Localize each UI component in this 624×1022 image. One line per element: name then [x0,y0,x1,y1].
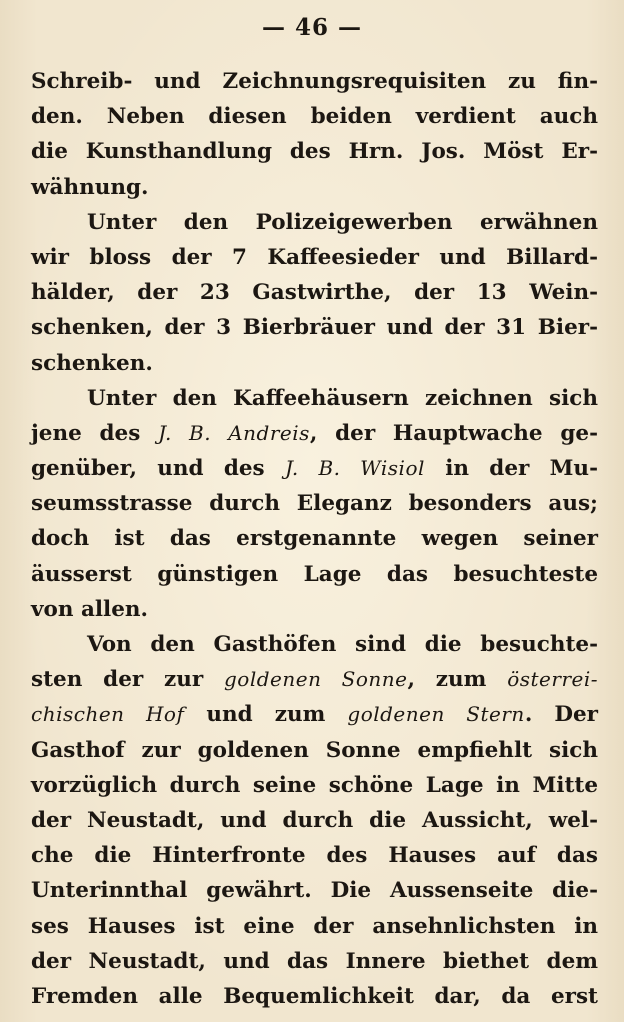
italic-name: österrei- [507,667,598,692]
text-line [31,64,598,99]
text-run: , der Hauptwache ge- [309,420,598,446]
text-line [31,134,598,169]
text-run: ses Hauses ist eine der ansehnlichsten in [31,913,598,939]
text-line [31,873,598,908]
text-line [31,205,598,240]
text-run: wir bloss der 7 Kaffeesieder und Billard- [31,244,598,270]
text-line [31,697,598,732]
text-line [31,451,598,486]
text-line [31,733,598,768]
text-run: Schreib- und Zeichnungsrequisiten zu fin- [31,69,598,94]
text-run: in der Mu- [424,456,598,482]
italic-name: goldenen Stern [347,702,525,727]
text-run: und zum [184,702,348,728]
text-run: jene des [31,420,159,446]
text-line [31,310,598,345]
text-run: die Kunsthandlung des Hrn. Jos. Möst Er- [31,139,598,165]
text-line [31,99,598,134]
text-run: Unter den Kaffeehäusern zeichnen sich [87,385,598,411]
text-line [31,768,598,803]
text-line [31,346,598,381]
text-run: . Der [524,702,598,728]
text-run: hälder, der 23 Gastwirthe, der 13 Wein- [31,280,598,306]
text-line [31,521,598,556]
text-run: Unter den Polizeigewerben erwähnen [87,209,598,235]
italic-name: goldenen Sonne [224,667,408,692]
text-run: wähnung. [31,174,149,200]
italic-name: chischen Hof [31,702,185,727]
body-text [31,64,598,1014]
text-line [31,416,598,451]
text-run: Unterinnthal gewährt. Die Aussenseite die- [31,878,598,904]
text-run: den. Neben diesen beiden verdient auch [31,104,598,130]
text-line [31,627,598,662]
text-run: genüber, und des [31,456,285,482]
page-number: — 46 — [261,14,363,41]
text-run: von allen. [31,596,149,622]
text-line [31,838,598,873]
text-run: der Neustadt, und das Innere biethet dem [31,948,598,974]
italic-name: J. B. Wisiol [284,456,425,481]
italic-name: J. B. Andreis [158,420,310,445]
text-line [31,170,598,205]
text-run: vorzüglich durch seine schöne Lage in Mitte [31,772,598,798]
text-line [31,240,598,275]
text-run: sten der zur [31,667,224,693]
text-run: , zum [407,667,508,693]
text-run: schenken, der 3 Bierbräuer und der 31 Bier- [31,315,598,341]
text-run: Von den Gasthöfen sind die besuchte- [87,632,598,657]
text-line [31,381,598,416]
text-run: äusserst günstigen Lage das besuchteste [31,561,598,587]
text-line [31,803,598,838]
text-run: schenken. [31,350,153,376]
text-run: doch ist das erstgenannte wegen seiner [31,526,598,552]
text-run: Fremden alle Bequemlichkeit dar, da erst [31,983,598,1009]
text-run: der Neustadt, und durch die Aussicht, wel- [31,807,598,833]
text-line [31,944,598,979]
text-line [31,557,598,592]
text-run: che die Hinterfronte des Hauses auf das [31,843,598,869]
text-line [31,662,598,697]
text-line [31,979,598,1014]
text-line [31,592,598,627]
text-line [31,486,598,521]
text-run: Gasthof zur goldenen Sonne empfiehlt sich [31,737,598,763]
text-run: seumsstrasse durch Eleganz besonders aus; [31,491,598,517]
text-line [31,909,598,944]
text-line [31,275,598,310]
